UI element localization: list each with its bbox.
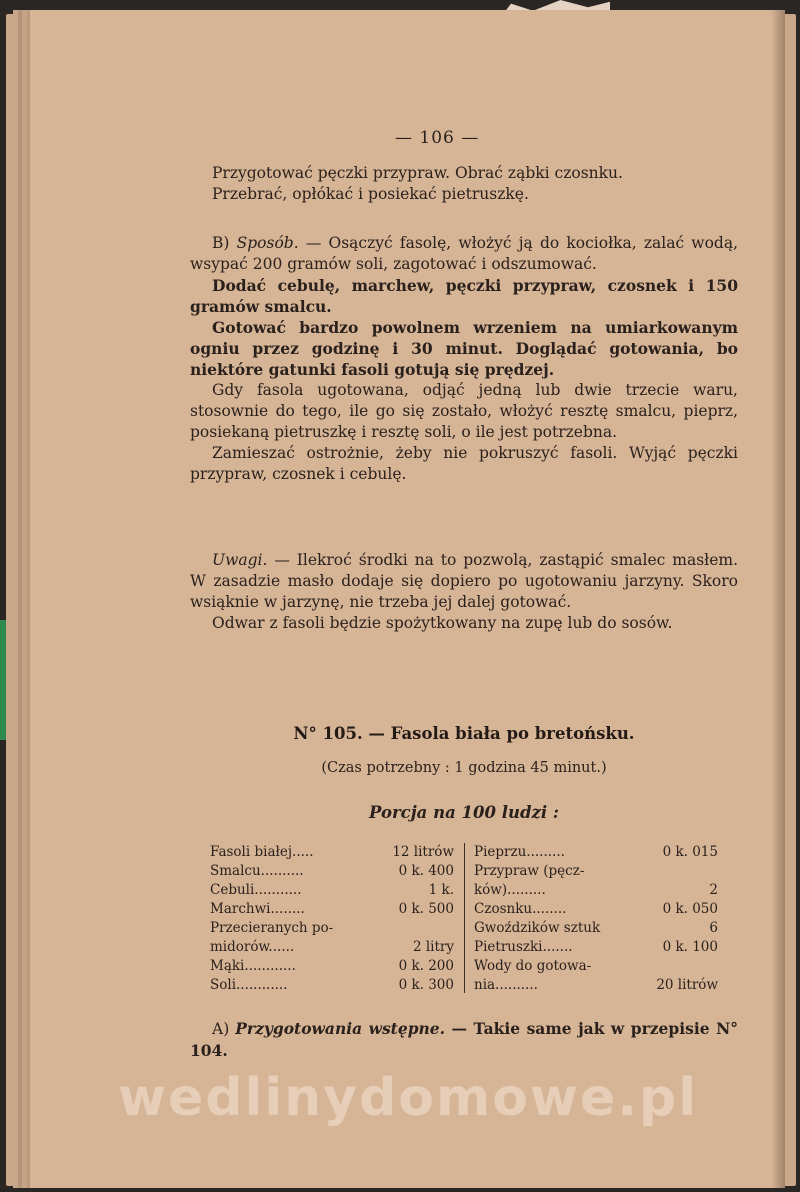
notes-section (190, 550, 738, 634)
intro-section (190, 163, 738, 205)
ingredient-row (474, 843, 718, 862)
ingredient-row (474, 957, 718, 976)
prep-section (190, 1018, 738, 1062)
method-text: — Osączyć fasolę, włożyć ją do kociołka, zalać wodą, wsypać 200 gramów soli, zagotować i odszumować. (190, 234, 738, 273)
ingredient-qty: 6 (709, 920, 718, 936)
ingredient-row (474, 881, 718, 900)
prep-label: Przygotowania wstępne. (235, 1019, 446, 1038)
ingredient-row (210, 881, 454, 900)
ingredient-row (474, 900, 718, 919)
page-number: — 106 — (395, 128, 480, 148)
notes-paragraph (190, 550, 738, 613)
ingredient-row (474, 976, 718, 995)
ingredient-row (210, 900, 454, 919)
ingredient-name: Czosnku........ (474, 901, 567, 917)
paragraph: Dodać cebulę, marchew, pęczki przypraw, czosnek i 150 gramów smalcu. (190, 276, 738, 316)
ingredient-qty: 0 k. 300 (398, 977, 454, 993)
ingredient-qty: 0 k. 400 (398, 863, 454, 879)
prep-text: — Takie same jak w przepisie N° 104. (190, 1019, 738, 1060)
ingredient-qty: 2 litry (412, 939, 454, 955)
ingredients-right-column (474, 843, 718, 995)
prep-prefix: A) (212, 1020, 236, 1038)
notes-label: Uwagi. (212, 551, 268, 569)
ingredient-qty: 2 (709, 882, 718, 898)
notes-text: — Ilekroć środki na to pozwolą, zastąpić smalec masłem. W zasadzie masło dodaje się dopiero po ugotowaniu jarzyny. Skoro wsiąknie w jarzynę, nie trzeba jej dalej gotować. (190, 551, 738, 611)
column-divider (464, 843, 465, 993)
paragraph: Gotować bardzo powolnem wrzeniem na umiarkowanym ogniu przez godzinę i 30 minut. Doglądać gotowania, bo niektóre gatunki fasoli gotują się prędzej. (190, 318, 738, 379)
ingredient-name: Przecieranych po- (210, 920, 334, 936)
ingredient-qty: 0 k. 200 (398, 958, 454, 974)
ingredient-row (210, 976, 454, 995)
ingredient-name: Przypraw (pęcz- (474, 863, 585, 879)
watermark: wedlinydomowe.pl (117, 1068, 699, 1128)
ingredient-row (474, 938, 718, 957)
ingredient-name: Pieprzu......... (474, 844, 565, 860)
ingredient-name: nia.......... (474, 977, 538, 993)
ingredient-qty: 1 k. (428, 882, 454, 898)
method-paragraph (190, 233, 738, 275)
prep-paragraph (190, 1018, 738, 1062)
ingredient-name: ków)......... (474, 882, 546, 898)
ingredient-name: Pietruszki....... (474, 939, 573, 955)
intro-line: Przebrać, opłókać i posiekać pietruszkę. (212, 185, 529, 203)
ingredient-qty: 0 k. 500 (398, 901, 454, 917)
method-prefix: B) (212, 234, 237, 252)
ingredient-row (210, 843, 454, 862)
ingredient-row (210, 862, 454, 881)
paragraph: Zamieszać ostrożnie, żeby nie pokruszyć fasoli. Wyjąć pęczki przypraw, czosnek i cebulę. (190, 444, 738, 483)
ingredient-name: Smalcu.......... (210, 863, 304, 879)
ingredient-name: Marchwi........ (210, 901, 305, 917)
ingredient-qty: 0 k. 100 (662, 939, 718, 955)
ingredient-qty: 0 k. 050 (662, 901, 718, 917)
ingredient-row (210, 938, 454, 957)
paragraph: Gdy fasola ugotowana, odjąć jedną lub dwie trzecie waru, stosownie do tego, ile go się zostało, włożyć resztę smalcu, pieprz, posiekaną pietruszkę i resztę soli, o ile jest potrzebna. (190, 381, 738, 441)
notes-extra: Odwar z fasoli będzie spożytkowany na zupę lub do sosów. (212, 614, 673, 632)
ingredient-name: Mąki............ (210, 958, 296, 974)
ingredient-row (474, 919, 718, 938)
method-section (190, 233, 738, 485)
recipe-time: (Czas potrzebny : 1 godzina 45 minut.) (321, 760, 607, 776)
ingredient-name: Cebuli........... (210, 882, 302, 898)
ingredient-name: midorów...... (210, 939, 295, 955)
ingredient-name: Soli............ (210, 977, 288, 993)
recipe-portion: Porcja na 100 ludzi : (368, 803, 559, 822)
ingredients-left-column (210, 843, 454, 995)
intro-line: Przygotować pęczki przypraw. Obrać ząbki czosnku. (212, 164, 623, 182)
ingredient-name: Wody do gotowa- (474, 958, 592, 974)
ingredient-row (210, 919, 454, 938)
ingredient-row (474, 862, 718, 881)
ingredient-qty: 0 k. 015 (662, 844, 718, 860)
ingredient-name: Fasoli białej..... (210, 844, 314, 860)
ingredient-name: Gwoździków sztuk (474, 920, 601, 936)
method-label: Sposób. (236, 234, 299, 252)
ingredient-qty: 20 litrów (656, 977, 718, 993)
ingredient-row (210, 957, 454, 976)
recipe-title: N° 105. — Fasola biała po bretońsku. (293, 724, 635, 743)
ingredient-qty: 12 litrów (392, 844, 454, 860)
